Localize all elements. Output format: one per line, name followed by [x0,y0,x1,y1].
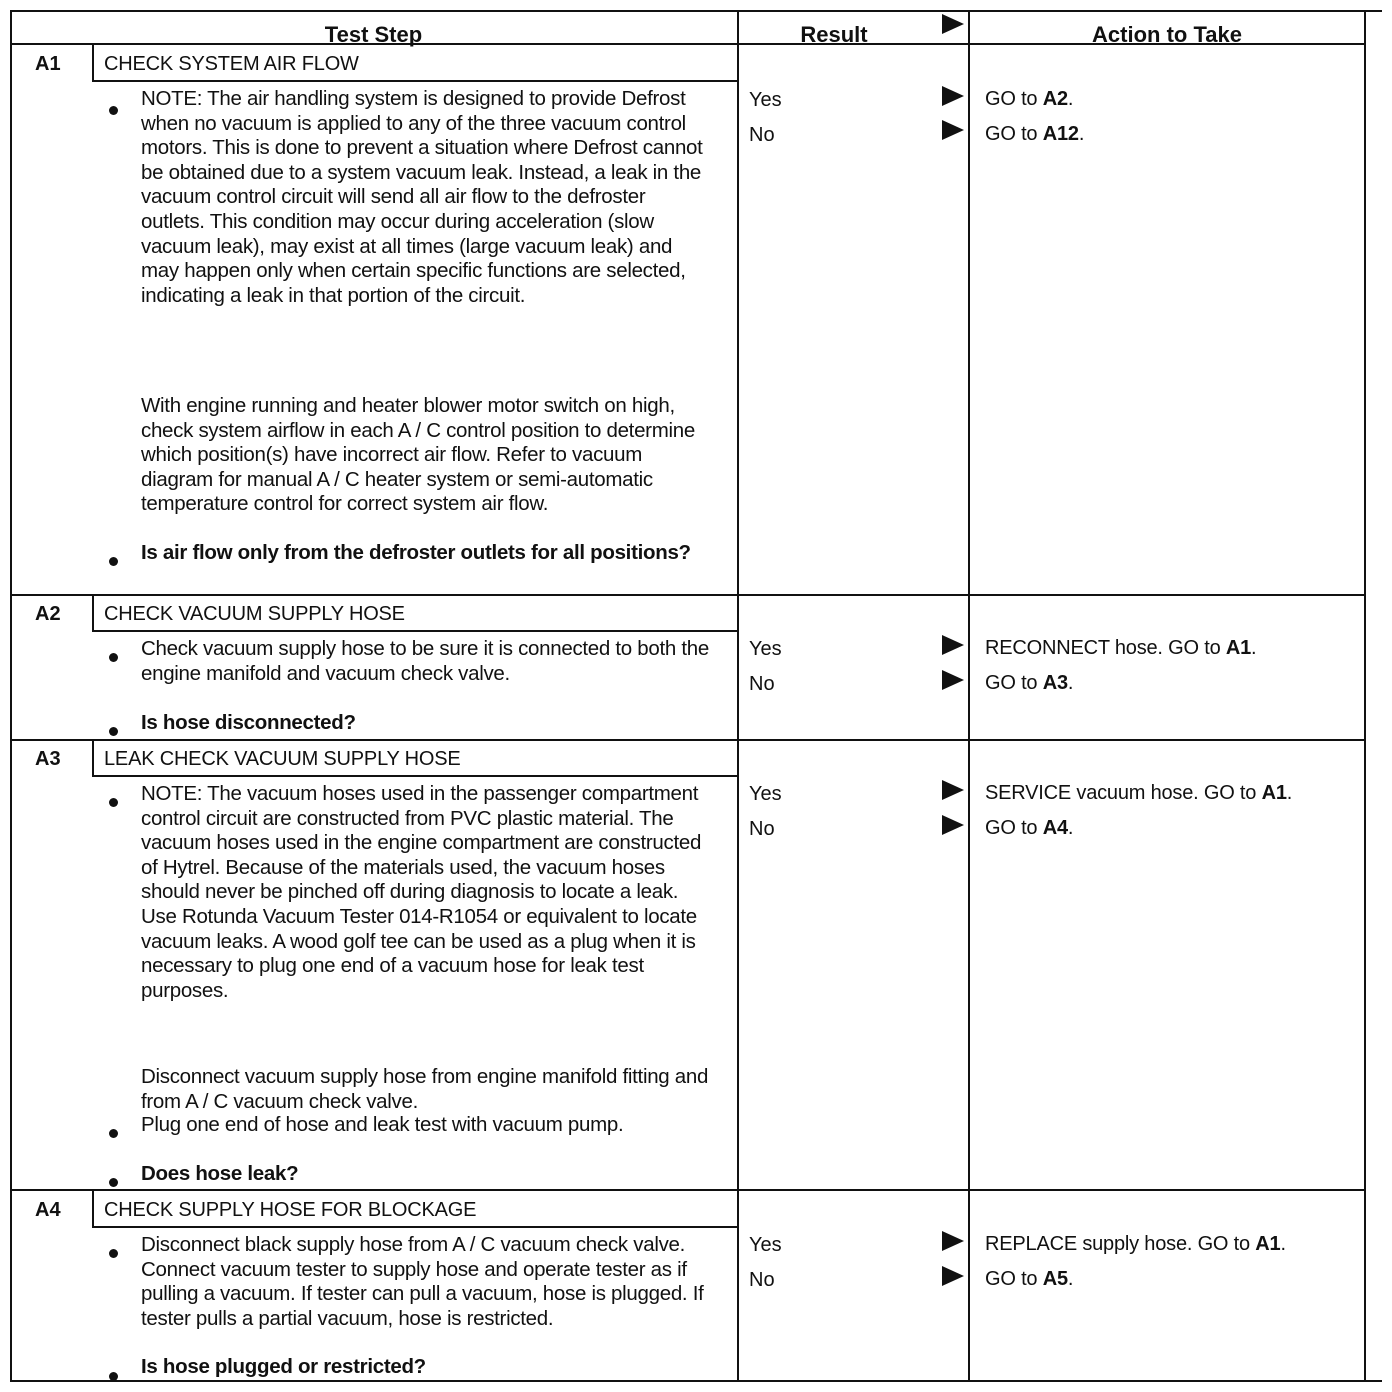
step-instruction-a1: With engine running and heater blower motor switch on high, check system airflow in each A / C control position to determine which position(s) have incorrect air flow. Refer to vacuum diagram for manual A / C heater system or semi-automatic temperature control for correct system air flow. [141,394,695,516]
result-arrow-icon [942,780,964,800]
action-no-a1: GO to A12. [985,123,1085,145]
bullet-icon [109,798,118,807]
result-no-a2: No [749,673,775,695]
step-id-a3: A3 [35,748,61,770]
result-arrow-icon [942,86,964,106]
step-id-a2: A2 [35,603,61,625]
step-id-divider-a4 [92,1189,94,1227]
bullet-icon [109,106,118,115]
column-divider-action [968,10,970,1382]
table-border-right [1364,10,1366,1382]
bullet-icon [109,1129,118,1138]
result-arrow-icon [942,1266,964,1286]
step-id-a1: A1 [35,53,61,75]
table-border-bottom [10,1380,1382,1382]
header-action: Action to Take [1092,22,1242,47]
step-instruction-a3-plug: Plug one end of hose and leak test with vacuum pump. [141,1113,624,1136]
result-yes-a1: Yes [749,89,782,111]
step-instruction-a4: Disconnect black supply hose from A / C vacuum check valve. Connect vacuum tester to supply hose and operate tester as if pulling a vacuum. If tester can pull a vacuum, hose is plugged. If tester pulls a partial vacuum, hose is restricted. [141,1233,704,1330]
result-arrow-icon [942,815,964,835]
bullet-icon [109,653,118,662]
step-separator [10,594,1366,596]
column-divider-result [737,10,739,1382]
step-question-a3: Does hose leak? [141,1162,299,1185]
result-yes-a4: Yes [749,1234,782,1256]
bullet-icon [109,1249,118,1258]
diagnosis-table [10,10,1382,1382]
step-question-a2: Is hose disconnected? [141,711,356,734]
step-note-a1: NOTE: The air handling system is designed to provide Defrost when no vacuum is applied to any of the three vacuum control motors. This is done to prevent a situation where Defrost cannot be obtained due to a system vacuum leak. Instead, a leak in the vacuum control circuit will send all air flow to the defroster outlets. This condition may occur during acceleration (slow vacuum leak), may exist at all times (large vacuum leak) and may happen only when certain specific functions are selected, indicating a leak in that portion of the circuit. [141,87,703,307]
result-arrow-icon [942,120,964,140]
action-yes-a3: SERVICE vacuum hose. GO to A1. [985,782,1293,804]
step-id-divider-a2 [92,594,94,631]
action-no-a4: GO to A5. [985,1268,1074,1290]
action-yes-a4: REPLACE supply hose. GO to A1. [985,1233,1286,1255]
step-id-divider-a1 [92,43,94,81]
step-title-rule-a4 [92,1226,738,1228]
step-separator [10,739,1366,741]
step-title-a3: LEAK CHECK VACUUM SUPPLY HOSE [104,748,461,770]
header-test-step: Test Step [324,22,423,47]
bullet-icon [109,1178,118,1187]
bullet-icon [109,727,118,736]
result-no-a1: No [749,124,775,146]
action-no-a3: GO to A4. [985,817,1074,839]
step-instruction-a2: Check vacuum supply hose to be sure it is connected to both the engine manifold and vacuum check valve. [141,637,709,685]
step-note-a3: NOTE: The vacuum hoses used in the passenger compartment control circuit are constructed from PVC plastic material. The vacuum hoses used in the engine compartment are constructed of Hytrel. Because of the materials used, the vacuum hoses should never be pinched off during diagnosis to locate a leak. Use Rotunda Vacuum Tester 014-R1054 or equivalent to locate vacuum leaks. A wood golf tee can be used as a plug when it is necessary to plug one end of a vacuum hose for leak test purposes. [141,782,702,1002]
table-border-top [10,10,1382,12]
step-title-a1: CHECK SYSTEM AIR FLOW [104,53,359,75]
bullet-icon [109,1372,118,1381]
step-instruction-a3: Disconnect vacuum supply hose from engine manifold fitting and from A / C vacuum check valve. [141,1065,709,1113]
result-arrow-icon [942,670,964,690]
step-question-a4: Is hose plugged or restricted? [141,1355,426,1378]
step-question-a1: Is air flow only from the defroster outlets for all positions? [141,541,691,564]
step-title-a2: CHECK VACUUM SUPPLY HOSE [104,603,405,625]
result-yes-a2: Yes [749,638,782,660]
step-title-rule-a2 [92,630,738,632]
result-no-a4: No [749,1269,775,1291]
action-yes-a1: GO to A2. [985,88,1074,110]
step-title-a4: CHECK SUPPLY HOSE FOR BLOCKAGE [104,1199,477,1221]
header-arrow-icon [942,14,964,34]
step-id-divider-a3 [92,739,94,776]
table-border-left [10,10,12,1382]
step-title-rule-a1 [92,80,738,82]
step-title-rule-a3 [92,775,738,777]
result-arrow-icon [942,1231,964,1251]
header-result: Result [800,22,868,47]
bullet-icon [109,557,118,566]
step-id-a4: A4 [35,1199,61,1221]
action-yes-a2: RECONNECT hose. GO to A1. [985,637,1257,659]
result-no-a3: No [749,818,775,840]
result-yes-a3: Yes [749,783,782,805]
action-no-a2: GO to A3. [985,672,1074,694]
step-separator [10,1189,1366,1191]
result-arrow-icon [942,635,964,655]
